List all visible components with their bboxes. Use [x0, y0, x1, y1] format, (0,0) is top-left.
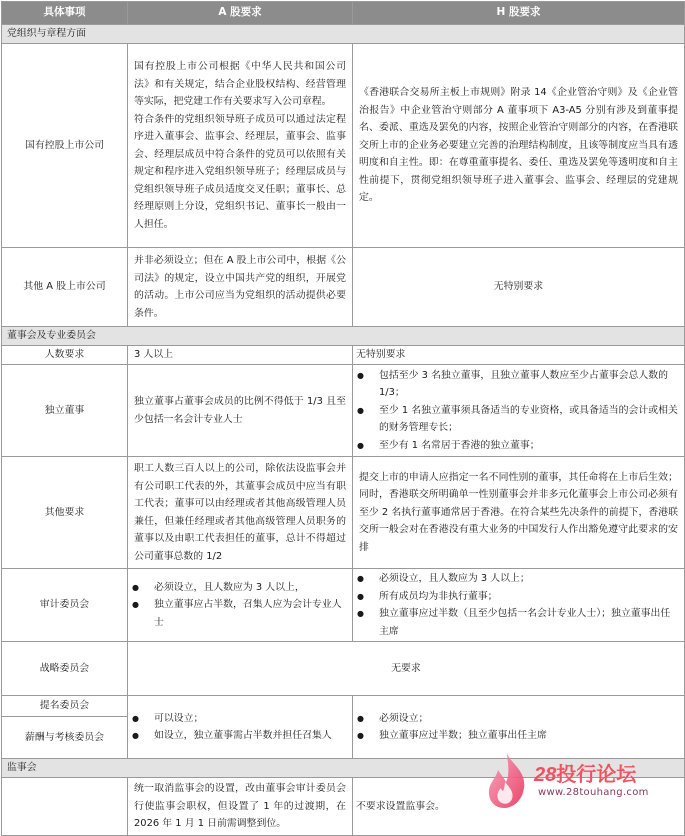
table-row: [2, 248, 685, 327]
a-paragraph: 国有控股上市公司根据《中华人民共和国公司法》和有关规定，结合企业股权结构、经营管理等实际，把党建工作有关要求写入公司章程。: [134, 61, 346, 107]
h-share-cell: 《香港联合交易所主板上市规则》附录 14《企业管治守则》及《企业管治报告》中企业管治守则部分 A 董事项下 A3-A5 分别有涉及到董事提名、委派、重选及罢免的内容，按照企业管治守则部分的内容，在香港联交所上市的企业务必要建立完善的治理结构制度，且该等制度应当具有透明度和自主性。即：在尊重董事提名、委任、重选及罢免等透明度和自主性前提下，贯彻党组织领导班子进入董事会、监事会、经理层的党建规定。: [353, 44, 685, 248]
table-row: [2, 346, 685, 365]
table-row: [2, 642, 685, 696]
bullet-list: [128, 710, 352, 745]
a-share-cell: 独立董事占董事会成员的比例不得低于 1/3 且至少包括一名会计专业人士: [128, 365, 353, 457]
row-label: 人数要求: [2, 346, 128, 365]
h-share-cell: [353, 696, 685, 759]
list-item: ● 独立董事应过半数；独立董事出任主席: [353, 727, 684, 745]
bullet-list: [353, 367, 684, 455]
list-item: ● 如设立，独立董事需占半数并担任召集人: [128, 727, 352, 745]
h-share-cell: 无特别要求: [353, 248, 685, 327]
flame-logo-icon: [484, 752, 530, 810]
table-row: [2, 365, 685, 457]
section-board: 董事会及专业委员会: [2, 327, 685, 346]
bullet-list: [353, 570, 684, 640]
list-item: ● 必须设立，且人数应为 3 人以上，: [128, 579, 352, 597]
table-row: [2, 44, 685, 248]
row-label: [2, 778, 128, 836]
row-label: 提名委员会: [2, 696, 128, 717]
watermark-title: [534, 758, 636, 787]
watermark-number: 28: [534, 764, 557, 786]
table-row: [2, 696, 685, 717]
table-row: [2, 457, 685, 569]
section-row: [2, 25, 685, 44]
a-share-cell: 职工人数三百人以上的公司，除依法设监事会并有公司职工代表的外，其董事会成员中应当有职工代表；董事可以由经理或者其他高级管理人员兼任，但兼任经理或者其他高级管理人员职务的董事以及由职工代表担任的董事，总计不得超过公司董事总数的 1/2: [128, 457, 353, 569]
h-share-cell: 不要求设置监事会。: [353, 778, 685, 836]
table-row: [2, 569, 685, 642]
list-item: ● 包括至少 3 名独立董事，且独立董事人数应至少占董事会总人数的 1/3；: [353, 367, 684, 402]
section-party: 党组织与章程方面: [2, 25, 685, 44]
list-item: ● 必须设立，且人数应为 3 人以上；: [353, 570, 684, 588]
row-label: 薪酬与考核委员会: [2, 717, 128, 759]
row-label: 国有控股上市公司: [2, 44, 128, 248]
h-share-cell: 无特别要求: [353, 346, 685, 365]
a-share-cell: 统一取消监事会的设置，改由董事会审计委员会行使监事会职权，但设置了 1 年的过渡期，在 2026 年 1 月 1 日前需调整到位。: [128, 778, 353, 836]
watermark-url: www.28touhang.com: [538, 787, 649, 798]
list-item: ● 可以设立；: [128, 710, 352, 728]
requirements-table: [1, 1, 685, 836]
a-share-cell: [128, 44, 353, 248]
list-item: ● 至少 1 名独立董事须具备适当的专业资格，或具备适当的会计或相关的财务管理专长；: [353, 402, 684, 437]
section-supervisory: 监事会: [2, 759, 685, 778]
a-share-cell: [128, 569, 353, 642]
bullet-list: [353, 710, 684, 745]
h-share-cell: [353, 569, 685, 642]
header-a-share: A 股要求: [128, 2, 353, 25]
list-item: ● 至少有 1 名常居于香港的独立董事；: [353, 437, 684, 455]
list-item: ● 必须设立；: [353, 710, 684, 728]
list-item: ● 独立董事应过半数（且至少包括一名会计专业人士）；独立董事出任主席: [353, 605, 684, 640]
row-label: 其他要求: [2, 457, 128, 569]
row-label: 审计委员会: [2, 569, 128, 642]
a-share-cell: 并非必须设立；但在 A 股上市公司中，根据《公司法》的规定，设立中国共产党的组织，开展党的活动。上市公司应当为党组织的活动提供必要条件。: [128, 248, 353, 327]
header-row: [2, 2, 685, 25]
header-item: 具体事项: [2, 2, 128, 25]
section-row: [2, 327, 685, 346]
h-share-cell: [353, 365, 685, 457]
watermark-brand: 投行论坛: [556, 764, 637, 786]
a-paragraph: 符合条件的党组织领导班子成员可以通过法定程序进入董事会、监事会、经理层，董事会、监事会、经理层成员中符合条件的党员可以依照有关规定和程序进入党组织领导班子；经理层成员与党组织领导班子成员适度交叉任职；董事长、总经理原则上分设，党组织书记、董事长一般由一人担任。: [134, 113, 346, 230]
row-label: 独立董事: [2, 365, 128, 457]
merged-cell: 无要求: [128, 642, 685, 696]
a-share-cell: [128, 696, 353, 759]
header-h-share: H 股要求: [353, 2, 685, 25]
row-label: 其他 A 股上市公司: [2, 248, 128, 327]
list-item: ● 所有成员均为非执行董事；: [353, 588, 684, 606]
watermark: [484, 752, 684, 812]
bullet-list: [128, 579, 352, 632]
list-item: ● 独立董事应占半数，召集人应为会计专业人士: [128, 596, 352, 631]
a-share-cell: 3 人以上: [128, 346, 353, 365]
h-share-cell: 提交上市的申请人应指定一名不同性别的董事，其任命将在上市后生效；同时，香港联交所明确单一性别董事会并非多元化董事会上市公司必须有至少 2 名执行董事通常居于香港。在符合某些先决条件的前提下，香港联交所一般会对在香港没有重大业务的中国发行人作出豁免遵守此要求的安排: [353, 457, 685, 569]
row-label: 战略委员会: [2, 642, 128, 696]
